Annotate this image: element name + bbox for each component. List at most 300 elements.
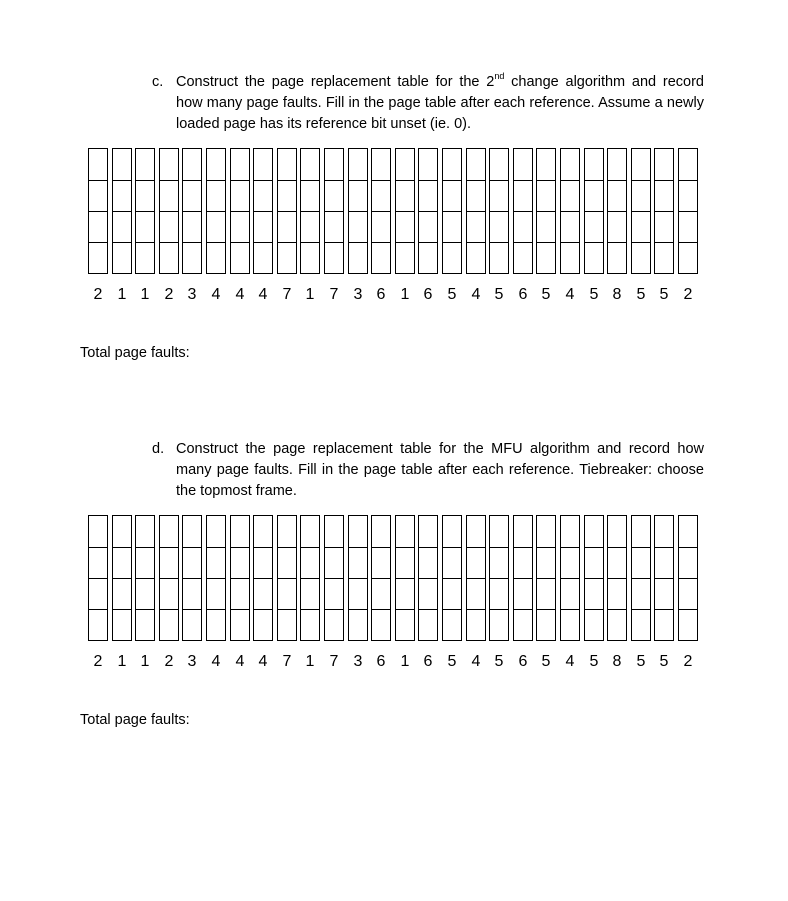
frame-cell[interactable] [160,211,178,243]
reference-number: 2 [93,653,103,670]
frame-cell[interactable] [136,242,154,274]
reference-number: 1 [117,653,127,670]
frame-cell[interactable] [183,211,201,243]
frame-cell[interactable] [537,211,555,243]
frame-cell[interactable] [160,609,178,641]
frame-cell[interactable] [301,516,319,547]
frame-cell[interactable] [561,578,579,610]
frame-cell[interactable] [183,516,201,547]
frame-cell[interactable] [443,547,461,579]
question-c-text: Construct the page replacement table for the 2nd change algorithm and record how many page faults. Fill in the page table after each reference. Assume a newly loaded page has its reference bit unset (ie. 0). [176,71,704,132]
frame-cell[interactable] [467,578,485,610]
frame-column [277,515,297,641]
reference-number: 5 [589,653,599,670]
reference-number: 6 [376,286,386,303]
question-d-text: Construct the page replacement table for the MFU algorithm and record how many page faults. Fill in the page table after each reference. Tiebreaker: choose the topmost frame. [176,441,704,499]
frame-cell[interactable] [89,149,107,180]
reference-number: 3 [353,653,363,670]
frame-cell[interactable] [231,211,249,243]
frame-column [371,148,391,274]
frame-cell[interactable] [632,609,650,641]
frame-column [135,515,155,641]
frame-cell[interactable] [585,242,603,274]
frame-column [253,515,273,641]
frame-column [253,148,273,274]
frame-cell[interactable] [467,547,485,579]
frame-cell[interactable] [278,211,296,243]
frame-column [513,515,533,641]
frame-column [442,148,462,274]
frame-cell[interactable] [396,180,414,212]
frame-cell[interactable] [183,180,201,212]
frame-cell[interactable] [396,211,414,243]
frame-cell[interactable] [113,516,131,547]
reference-number: 1 [400,286,410,303]
frame-cell[interactable] [679,211,697,243]
frame-cell[interactable] [490,547,508,579]
reference-number: 7 [329,653,339,670]
frame-cell[interactable] [419,149,437,180]
frame-cell[interactable] [231,180,249,212]
reference-number: 4 [471,286,481,303]
question-d [152,439,704,502]
frame-cell[interactable] [514,180,532,212]
frame-cell[interactable] [278,609,296,641]
reference-number: 5 [541,653,551,670]
reference-string-c [88,286,704,308]
frame-cell[interactable] [160,149,178,180]
frame-cell[interactable] [585,149,603,180]
frame-column [230,515,250,641]
frame-cell[interactable] [561,211,579,243]
frame-cell[interactable] [207,578,225,610]
frame-column [584,148,604,274]
frame-cell[interactable] [278,578,296,610]
frame-cell[interactable] [679,609,697,641]
frame-cell[interactable] [396,547,414,579]
frame-cell[interactable] [419,547,437,579]
frame-column [418,515,438,641]
reference-number: 2 [683,653,693,670]
frame-cell[interactable] [372,149,390,180]
frame-column [324,148,344,274]
frame-cell[interactable] [419,516,437,547]
frame-cell[interactable] [419,211,437,243]
reference-number: 1 [305,653,315,670]
frame-cell[interactable] [655,609,673,641]
page-table-c [88,148,704,274]
total-faults-c: Total page faults: [80,345,190,361]
frame-cell[interactable] [679,180,697,212]
frame-cell[interactable] [89,609,107,641]
frame-cell[interactable] [585,547,603,579]
reference-string-d [88,653,704,675]
frame-cell[interactable] [655,180,673,212]
frame-cell[interactable] [585,180,603,212]
frame-cell[interactable] [254,578,272,610]
question-c [152,72,704,135]
frame-cell[interactable] [89,180,107,212]
frame-cell[interactable] [655,578,673,610]
frame-cell[interactable] [467,211,485,243]
frame-column [395,148,415,274]
question-c-marker: c. [152,74,164,90]
frame-cell[interactable] [349,211,367,243]
frame-cell[interactable] [278,242,296,274]
frame-column [560,148,580,274]
frame-cell[interactable] [136,149,154,180]
frame-cell[interactable] [160,547,178,579]
frame-cell[interactable] [113,578,131,610]
frame-cell[interactable] [372,242,390,274]
frame-cell[interactable] [396,609,414,641]
frame-cell[interactable] [514,211,532,243]
frame-cell[interactable] [301,578,319,610]
frame-cell[interactable] [278,180,296,212]
frame-cell[interactable] [349,578,367,610]
reference-number: 4 [565,653,575,670]
frame-cell[interactable] [608,516,626,547]
frame-cell[interactable] [632,578,650,610]
frame-cell[interactable] [655,242,673,274]
frame-cell[interactable] [349,547,367,579]
reference-number: 3 [187,286,197,303]
reference-number: 8 [612,286,622,303]
frame-cell[interactable] [207,149,225,180]
reference-number: 5 [541,286,551,303]
frame-cell[interactable] [301,211,319,243]
frame-cell[interactable] [278,516,296,547]
reference-number: 1 [305,286,315,303]
frame-cell[interactable] [325,180,343,212]
frame-cell[interactable] [537,180,555,212]
frame-cell[interactable] [561,180,579,212]
reference-number: 5 [589,286,599,303]
reference-number: 5 [494,286,504,303]
reference-number: 4 [565,286,575,303]
frame-cell[interactable] [585,211,603,243]
frame-cell[interactable] [467,180,485,212]
frame-column [536,515,556,641]
frame-cell[interactable] [443,211,461,243]
frame-cell[interactable] [231,547,249,579]
reference-number: 1 [140,653,150,670]
frame-cell[interactable] [608,149,626,180]
frame-cell[interactable] [325,609,343,641]
frame-cell[interactable] [467,242,485,274]
frame-cell[interactable] [632,149,650,180]
frame-cell[interactable] [514,516,532,547]
frame-cell[interactable] [490,609,508,641]
frame-cell[interactable] [632,211,650,243]
frame-column [418,148,438,274]
frame-cell[interactable] [160,180,178,212]
frame-column [607,148,627,274]
frame-cell[interactable] [561,516,579,547]
frame-cell[interactable] [372,578,390,610]
frame-cell[interactable] [443,149,461,180]
frame-cell[interactable] [89,578,107,610]
frame-cell[interactable] [349,516,367,547]
frame-column [206,148,226,274]
frame-cell[interactable] [632,547,650,579]
frame-column [88,148,108,274]
frame-cell[interactable] [325,149,343,180]
frame-cell[interactable] [113,149,131,180]
frame-cell[interactable] [372,609,390,641]
frame-cell[interactable] [490,180,508,212]
reference-number: 5 [447,653,457,670]
frame-cell[interactable] [183,578,201,610]
frame-cell[interactable] [514,578,532,610]
frame-cell[interactable] [679,516,697,547]
frame-cell[interactable] [278,149,296,180]
frame-cell[interactable] [679,242,697,274]
frame-column [88,515,108,641]
frame-column [489,515,509,641]
frame-cell[interactable] [113,242,131,274]
frame-cell[interactable] [301,609,319,641]
reference-number: 4 [211,286,221,303]
reference-number: 2 [683,286,693,303]
frame-cell[interactable] [396,578,414,610]
frame-cell[interactable] [325,242,343,274]
frame-cell[interactable] [207,242,225,274]
frame-cell[interactable] [231,516,249,547]
frame-cell[interactable] [490,578,508,610]
frame-cell[interactable] [349,609,367,641]
frame-cell[interactable] [608,180,626,212]
frame-column [159,148,179,274]
frame-cell[interactable] [301,547,319,579]
frame-column [371,515,391,641]
frame-cell[interactable] [679,149,697,180]
frame-column [135,148,155,274]
frame-cell[interactable] [160,578,178,610]
frame-cell[interactable] [632,242,650,274]
frame-column [300,515,320,641]
frame-cell[interactable] [632,180,650,212]
frame-cell[interactable] [632,516,650,547]
frame-cell[interactable] [89,242,107,274]
frame-cell[interactable] [325,547,343,579]
frame-cell[interactable] [207,516,225,547]
frame-cell[interactable] [349,180,367,212]
reference-number: 7 [282,653,292,670]
frame-cell[interactable] [443,609,461,641]
frame-cell[interactable] [183,547,201,579]
frame-column [584,515,604,641]
frame-column [607,515,627,641]
reference-number: 4 [211,653,221,670]
frame-column [466,148,486,274]
frame-cell[interactable] [372,516,390,547]
frame-cell[interactable] [608,578,626,610]
frame-cell[interactable] [537,149,555,180]
frame-cell[interactable] [655,547,673,579]
frame-cell[interactable] [183,149,201,180]
frame-cell[interactable] [608,211,626,243]
frame-cell[interactable] [254,242,272,274]
frame-cell[interactable] [372,547,390,579]
frame-cell[interactable] [278,547,296,579]
frame-cell[interactable] [207,180,225,212]
frame-cell[interactable] [301,242,319,274]
frame-cell[interactable] [89,211,107,243]
frame-cell[interactable] [655,149,673,180]
frame-cell[interactable] [89,547,107,579]
frame-cell[interactable] [349,149,367,180]
frame-column [678,148,698,274]
frame-cell[interactable] [514,547,532,579]
reference-number: 7 [282,286,292,303]
frame-cell[interactable] [136,609,154,641]
frame-cell[interactable] [207,211,225,243]
frame-column [300,148,320,274]
frame-cell[interactable] [419,609,437,641]
frame-cell[interactable] [254,609,272,641]
frame-cell[interactable] [396,516,414,547]
frame-column [159,515,179,641]
frame-cell[interactable] [537,547,555,579]
frame-cell[interactable] [254,516,272,547]
frame-cell[interactable] [443,516,461,547]
frame-cell[interactable] [396,149,414,180]
frame-cell[interactable] [514,149,532,180]
reference-number: 7 [329,286,339,303]
frame-cell[interactable] [585,516,603,547]
page-table-d [88,515,704,641]
frame-cell[interactable] [231,149,249,180]
reference-number: 6 [518,653,528,670]
reference-number: 6 [423,286,433,303]
frame-cell[interactable] [113,547,131,579]
frame-cell[interactable] [136,578,154,610]
frame-cell[interactable] [608,547,626,579]
frame-column [395,515,415,641]
frame-cell[interactable] [655,211,673,243]
frame-cell[interactable] [490,242,508,274]
frame-cell[interactable] [254,180,272,212]
frame-cell[interactable] [207,609,225,641]
frame-cell[interactable] [537,578,555,610]
frame-cell[interactable] [160,516,178,547]
frame-cell[interactable] [325,211,343,243]
reference-number: 4 [258,653,268,670]
frame-column [536,148,556,274]
frame-cell[interactable] [136,547,154,579]
frame-column [112,148,132,274]
question-d-marker: d. [152,441,165,457]
frame-cell[interactable] [419,242,437,274]
reference-number: 4 [235,653,245,670]
frame-column [348,515,368,641]
frame-cell[interactable] [561,242,579,274]
frame-cell[interactable] [585,578,603,610]
frame-cell[interactable] [679,547,697,579]
frame-cell[interactable] [608,609,626,641]
frame-cell[interactable] [113,211,131,243]
frame-column [654,148,674,274]
frame-cell[interactable] [254,547,272,579]
frame-cell[interactable] [183,242,201,274]
frame-cell[interactable] [561,609,579,641]
frame-column [678,515,698,641]
frame-cell[interactable] [419,180,437,212]
frame-cell[interactable] [537,609,555,641]
frame-cell[interactable] [585,609,603,641]
reference-number: 5 [636,653,646,670]
frame-cell[interactable] [443,578,461,610]
frame-cell[interactable] [301,149,319,180]
frame-column [182,148,202,274]
frame-cell[interactable] [325,578,343,610]
frame-cell[interactable] [514,609,532,641]
frame-cell[interactable] [89,516,107,547]
frame-cell[interactable] [325,516,343,547]
reference-number: 5 [659,653,669,670]
frame-column [560,515,580,641]
frame-cell[interactable] [136,180,154,212]
reference-number: 6 [518,286,528,303]
frame-cell[interactable] [490,211,508,243]
frame-cell[interactable] [443,242,461,274]
frame-cell[interactable] [467,149,485,180]
frame-cell[interactable] [490,149,508,180]
frame-cell[interactable] [467,516,485,547]
frame-column [466,515,486,641]
frame-cell[interactable] [231,609,249,641]
frame-cell[interactable] [301,180,319,212]
frame-cell[interactable] [349,242,367,274]
frame-cell[interactable] [113,180,131,212]
frame-cell[interactable] [419,578,437,610]
frame-cell[interactable] [136,211,154,243]
frame-cell[interactable] [561,149,579,180]
frame-cell[interactable] [514,242,532,274]
frame-cell[interactable] [231,578,249,610]
frame-cell[interactable] [655,516,673,547]
frame-cell[interactable] [372,211,390,243]
frame-cell[interactable] [537,242,555,274]
frame-cell[interactable] [207,547,225,579]
reference-number: 2 [164,653,174,670]
reference-number: 6 [423,653,433,670]
reference-number: 4 [235,286,245,303]
frame-cell[interactable] [608,242,626,274]
frame-cell[interactable] [160,242,178,274]
frame-cell[interactable] [113,609,131,641]
frame-cell[interactable] [372,180,390,212]
frame-cell[interactable] [254,149,272,180]
frame-cell[interactable] [679,578,697,610]
frame-cell[interactable] [490,516,508,547]
frame-cell[interactable] [183,609,201,641]
frame-column [230,148,250,274]
frame-cell[interactable] [561,547,579,579]
frame-cell[interactable] [231,242,249,274]
frame-cell[interactable] [443,180,461,212]
frame-cell[interactable] [254,211,272,243]
frame-column [277,148,297,274]
frame-cell[interactable] [396,242,414,274]
frame-cell[interactable] [537,516,555,547]
reference-number: 2 [93,286,103,303]
frame-column [442,515,462,641]
frame-cell[interactable] [467,609,485,641]
frame-cell[interactable] [136,516,154,547]
frame-column [631,515,651,641]
